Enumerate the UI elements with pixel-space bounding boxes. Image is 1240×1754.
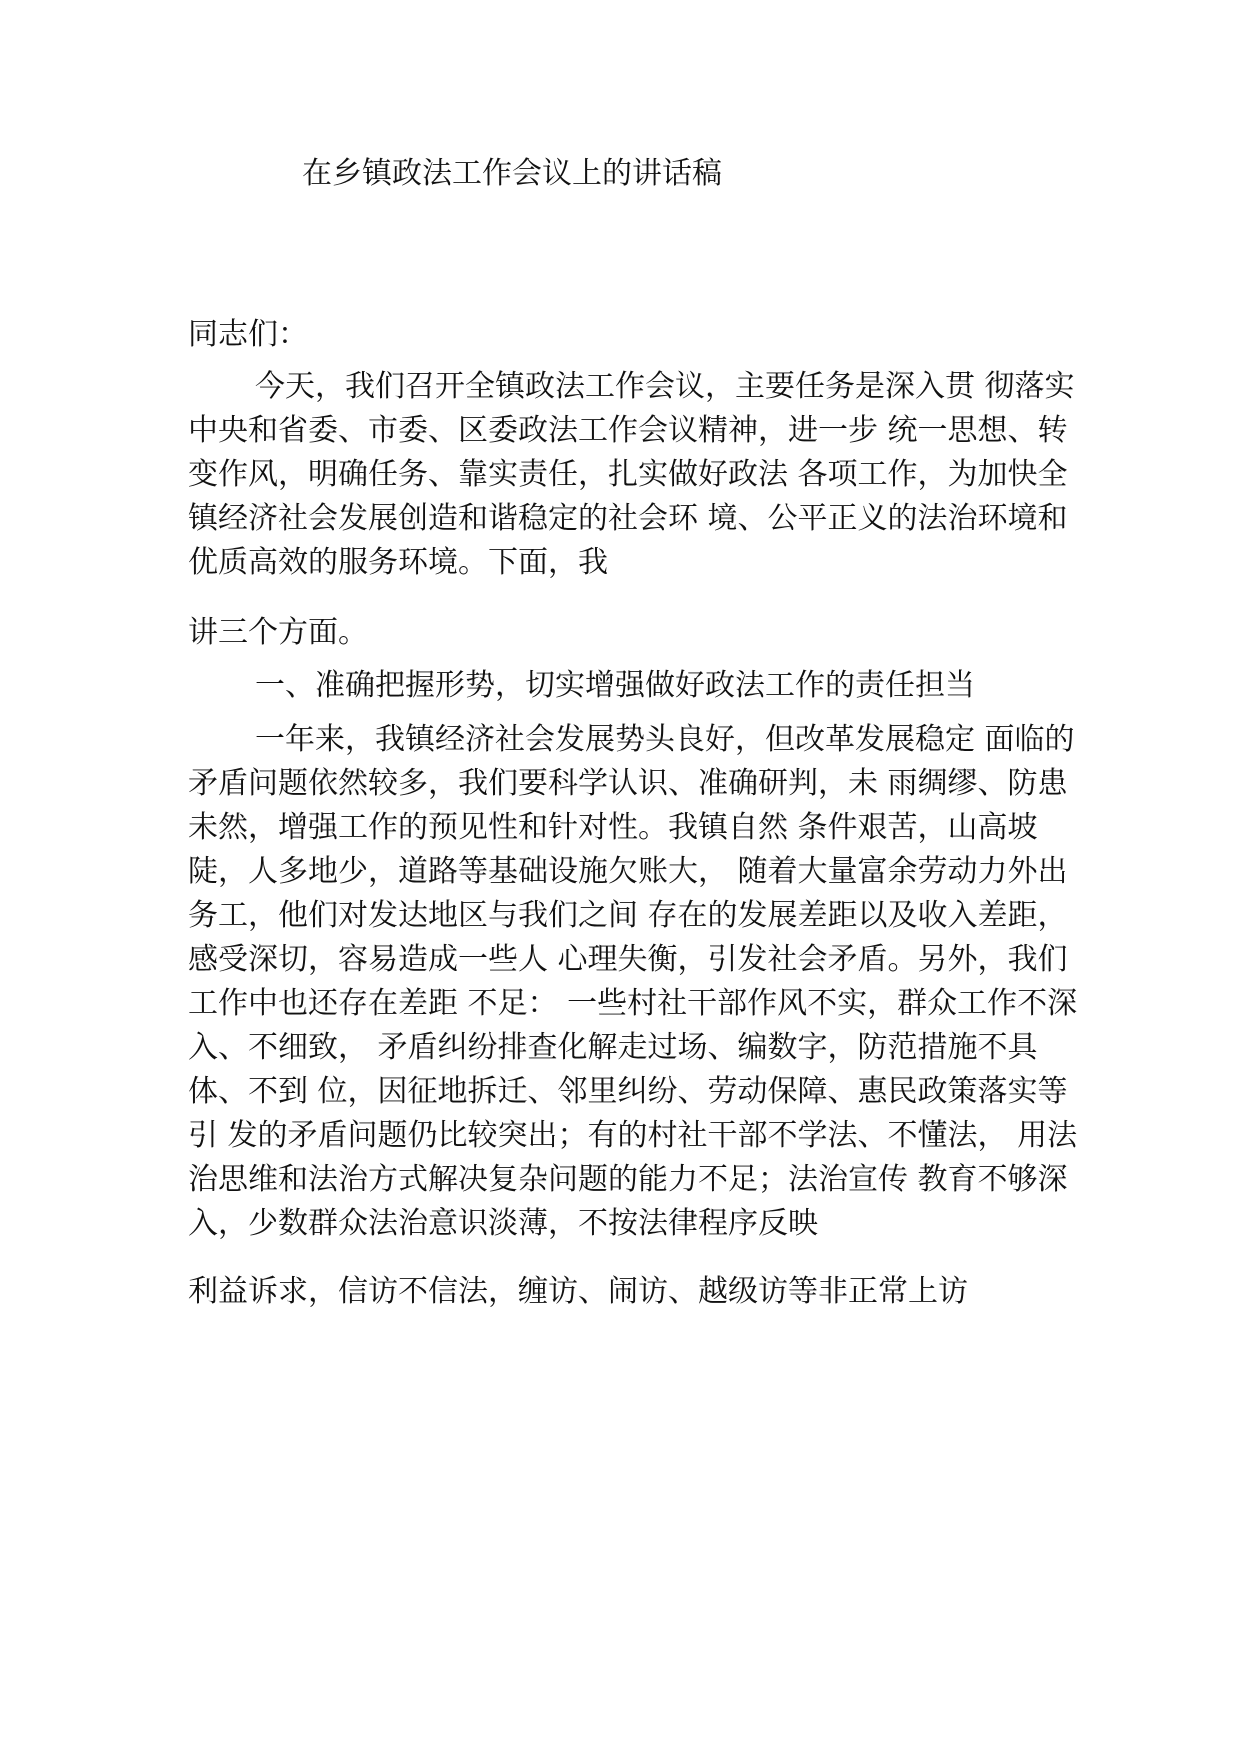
body-line: 镇经济社会发展创造和谐稳定的社会环 境、公平正义的法治环境和 — [188, 501, 1068, 536]
body-line: 一年来，我镇经济社会发展势头良好，但改革发展稳定 面临的 — [255, 722, 1075, 757]
body-line: 今天，我们召开全镇政法工作会议，主要任务是深入贯 彻落实 — [255, 369, 1075, 404]
body-line: 中央和省委、市委、区委政法工作会议精神，进一步 统一思想、转 — [188, 413, 1068, 448]
body-line: 矛盾问题依然较多，我们要科学认识、准确研判，未 雨绸缪、防患 — [188, 766, 1068, 801]
body-line: 感受深切，容易造成一些人 心理失衡，引发社会矛盾。另外，我们 — [188, 942, 1068, 977]
body-line: 引 发的矛盾问题仍比较突出；有的村社干部不学法、不懂法， 用法 — [188, 1118, 1078, 1153]
document-title: 在乡镇政法工作会议上的讲话稿 — [302, 156, 722, 191]
section-heading: 一、准确把握形势，切实增强做好政法工作的责任担当 — [255, 668, 975, 703]
body-line: 治思维和法治方式解决复杂问题的能力不足；法治宣传 教育不够深 — [188, 1162, 1068, 1197]
body-line: 讲三个方面。 — [188, 615, 368, 650]
body-line: 优质高效的服务环境。下面，我 — [188, 545, 608, 580]
body-line: 未然，增强工作的预见性和针对性。我镇自然 条件艰苦，山高坡 — [188, 810, 1038, 845]
body-line: 入，少数群众法治意识淡薄，不按法律程序反映 — [188, 1206, 818, 1241]
body-line: 变作风，明确任务、靠实责任，扎实做好政法 各项工作，为加快全 — [188, 457, 1068, 492]
salutation-line: 同志们： — [188, 317, 308, 352]
body-line: 工作中也还存在差距 不足： 一些村社干部作风不实，群众工作不深 — [188, 986, 1078, 1021]
body-line: 务工，他们对发达地区与我们之间 存在的发展差距以及收入差距， — [188, 898, 1068, 933]
body-line: 入、不细致， 矛盾纠纷排查化解走过场、编数字，防范措施不具 — [188, 1030, 1038, 1065]
body-line: 体、不到 位，因征地拆迁、邻里纠纷、劳动保障、惠民政策落实等 — [188, 1074, 1068, 1109]
body-line: 陡，人多地少，道路等基础设施欠账大， 随着大量富余劳动力外出 — [188, 854, 1068, 889]
body-line: 利益诉求，信访不信法，缠访、闹访、越级访等非正常上访 — [188, 1274, 968, 1309]
